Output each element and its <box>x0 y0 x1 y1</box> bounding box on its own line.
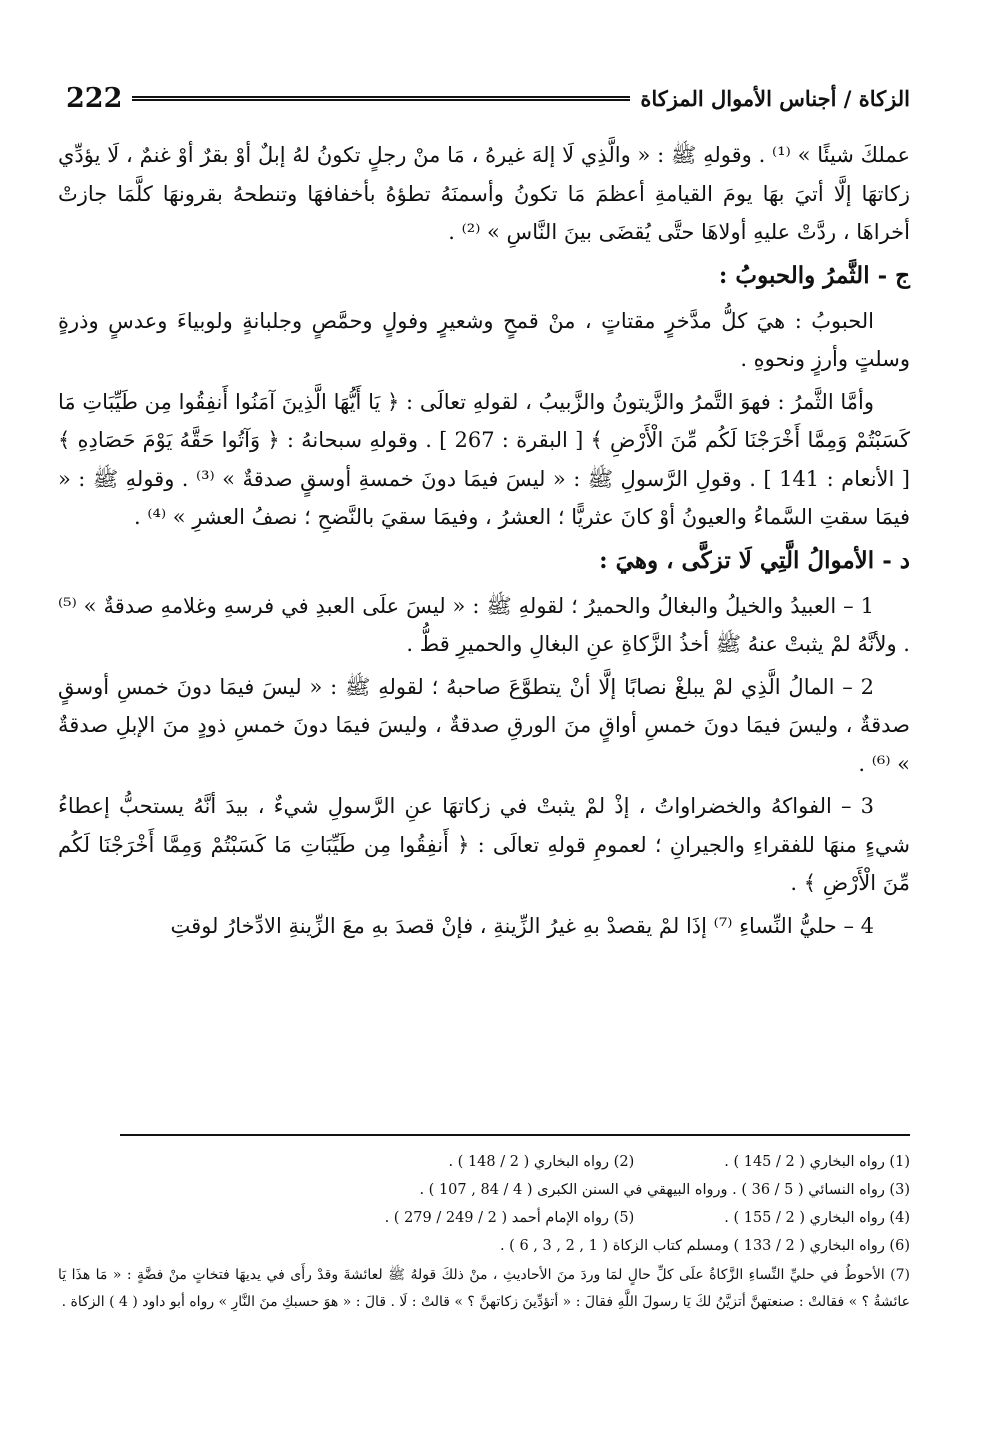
footnote-7: (7) الأحوطُ في حليِّ النِّساءِ الزَّكاةُ علَى كلِّ حالٍ لمَا وردَ منَ الأحاديثِ ، منْ ذلكَ قولهُ ﷺ لعائشةَ وقدْ رأَى في يديهَا فتخاتٍ منْ فضَّةٍ : « مَا هذَا يَا عائشةُ ؟ » فقالتْ : صنعتهنَّ أتزيَّنُ لكَ يَا رسولَ اللَّهِ فقالَ : « أتؤدِّينَ زكاتهنَّ ؟ » قالتْ : لَا . قالَ : « هوَ حسبكِ منَ النَّارِ » رواه أبو داود ( 4 ) الزكاة . <box>58 1267 910 1310</box>
list-item-2: 2 – المالُ الَّذِي لمْ يبلغْ نصابًا إلَّا أنْ يتطوَّعَ صاحبهُ ؛ لقولهِ ﷺ : « ليسَ فيمَا دونَ خمسِ أوسقٍ صدقةٌ ، وليسَ فيمَا دونَ خمسِ أواقٍ منَ الورقِ صدقةٌ ، وليسَ فيمَا دونَ خمسِ ذودٍ منَ الإبلِ صدقةٌ » ⁽⁶⁾ . <box>58 674 910 776</box>
page-number: 222 <box>66 82 123 114</box>
footnote-2: (2) رواه البخاري ( 2 / 148 ) . <box>448 1154 635 1170</box>
paragraph-fruits: وأمَّا الثَّمرُ : فهوَ التَّمرُ والزَّيتونُ والزَّبيبُ ، لقولهِ تعالَى : ﴿ يَا أَيُّهَا الَّذِينَ آمَنُوا أَنفِقُوا مِن طَيِّبَاتِ مَا كَسَبْتُمْ وَمِمَّا أَخْرَجْنَا لَكُم مِّنَ الْأَرْضِ ﴾ [ البقرة : 267 ] . وقولهِ سبحانهُ : ﴿ وَآتُوا حَقَّهُ يَوْمَ حَصَادِهِ ﴾ [ الأنعام : 141 ] . وقولِ الرَّسولِ ﷺ : « ليسَ فيمَا دونَ خمسةِ أوسقٍ صدقةٌ » ⁽³⁾ . وقولهِ ﷺ : « فيمَا سقتِ السَّماءُ والعيونُ أوْ كانَ عثريًّا ؛ العشرُ ، وفيمَا سقيَ بالنَّضحِ ؛ نصفُ العشرِ » ⁽⁴⁾ . <box>58 389 911 529</box>
section-heading-grains: ج - الثَّمرُ والحبوبُ : <box>718 261 910 289</box>
footnote-4: (4) رواه البخاري ( 2 / 155 ) . <box>724 1210 910 1226</box>
list-item-4: 4 – حليُّ النِّساءِ ⁽⁷⁾ إذَا لمْ يقصدْ بهِ غيرُ الزِّينةِ ، فإنْ قصدَ بهِ معَ الزِّينةِ الادِّخارُ لوقتِ <box>170 913 874 938</box>
footnote-1: (1) رواه البخاري ( 2 / 145 ) . <box>724 1154 910 1170</box>
paragraph-continuation: عملكَ شيئًا » ⁽¹⁾ . وقولهِ ﷺ : « والَّذِي لَا إلهَ غيرهُ ، مَا منْ رجلٍ تكونُ لهُ إبلٌ أوْ بقرٌ أوْ غنمٌ ، لَا يؤدِّي زكاتهَا إلَّا أتيَ بهَا يومَ القيامةِ أعظمَ مَا تكونُ وأسمنَهُ تطؤهُ بأخفافهَا وتنطحهُ بقرونهَا كلَّمَا جازتْ أخراهَا ، ردَّتْ عليهِ أولاهَا حتَّى يُقضَى بينَ النَّاسِ » ⁽²⁾ . <box>58 143 910 244</box>
footnotes <box>58 1148 910 1316</box>
footnote-6: (6) رواه البخاري ( 2 / 133 ) ومسلم كتاب الزكاة ( 1 , 2 , 3 , 6 ) . <box>499 1238 910 1254</box>
footnote-5: (5) رواه الإمام أحمد ( 2 / 249 / 279 ) . <box>384 1210 635 1226</box>
footnote-3: (3) رواه النسائي ( 5 / 36 ) . ورواه البيهقي في السنن الكبرى ( 4 / 84 , 107 ) . <box>419 1182 910 1198</box>
list-item-3: 3 – الفواكهُ والخضراواتُ ، إذْ لمْ يثبتْ في زكاتهَا عنِ الرَّسولِ شيءٌ ، بيدَ أنَّهُ يستحبُّ إعطاءُ شيءٍ منهَا للفقراءِ والجيرانِ ؛ لعمومِ قولهِ تعالَى : ﴿ أَنفِقُوا مِن طَيِّبَاتِ مَا كَسَبْتُمْ وَمِمَّا أَخْرَجْنَا لَكُم مِّنَ الْأَرْضِ ﴾ . <box>58 794 910 895</box>
running-title: الزكاة / أجناس الأموال المزكاة <box>640 85 910 111</box>
section-heading-exempt: د - الأموالُ الَّتِي لَا تزكَّى ، وهيَ : <box>599 546 910 574</box>
list-item-1: 1 – العبيدُ والخيلُ والبغالُ والحميرُ ؛ لقولهِ ﷺ : « ليسَ علَى العبدِ في فرسهِ وغلامهِ صدقةٌ » ⁽⁵⁾ . ولأنَّهُ لمْ يثبتْ عنهُ ﷺ أخذُ الزَّكاةِ عنِ البغالِ والحميرِ قطُّ . <box>58 593 910 656</box>
header-rule <box>132 96 630 101</box>
main-text <box>58 136 910 949</box>
paragraph-grains-definition: الحبوبُ : هيَ كلُّ مدَّخرٍ مقتاتٍ ، منْ قمحٍ وشعيرٍ وفولٍ وحمَّصٍ وجلبانةٍ ولوبياءَ وعدسٍ وذرةٍ وسلتٍ وأرزٍ ونحوهِ . <box>58 308 910 371</box>
page-header <box>58 78 910 118</box>
footnote-separator <box>120 1134 910 1136</box>
